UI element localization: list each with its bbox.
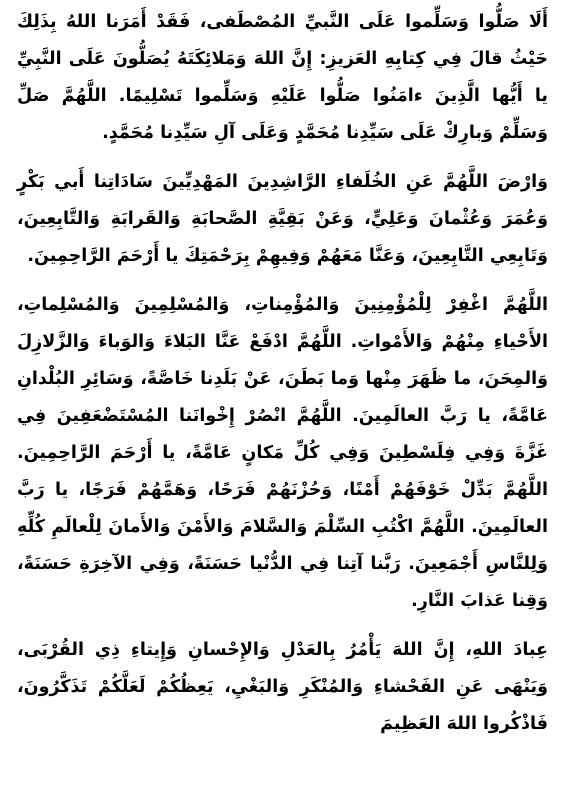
paragraph-salawat: أَلَا صَلُّوا وَسَلِّموا عَلَى النَّبيِّ المُصْطَفى، فَقَدْ أَمَرَنا اللهُ بِذَلِكَ حَيْثُ قالَ فِي كِتابِهِ العَزيزِ: إِنَّ اللهَ وَمَلائِكَتَهُ يُصَلُّونَ عَلَى النَّبِيِّ يا أَيُّها الَّذِينَ ءامَنُوا صَلُّوا عَلَيْهِ وَسَلِّموا تَسْلِيمًا. اللَّهُمَّ صَلِّ وَسَلِّمْ وَبارِكْ عَلَى سَيِّدِنا مُحَمَّدٍ وَعَلَى آلِ سَيِّدِنا مُحَمَّدٍ. — [17, 12, 548, 143]
paragraph-supplication: اللَّهُمَّ اغْفِرْ لِلْمُؤْمِنِينَ وَالمُؤْمِناتِ، وَالمُسْلِمِينَ وَالمُسْلِماتِ، الأَحْياءِ مِنْهُمْ وَالأَمْواتِ. اللَّهُمَّ ادْفَعْ عَنَّا البَلاءَ وَالوَباءَ وَالزَّلازِلَ وَالمِحَنَ، ما ظَهَرَ مِنْها وَما بَطَنَ، عَنْ بَلَدِنا خَاصَّةً، وَسَائِرِ البُلْدانِ عَامَّةً، يا رَبَّ العالَمِينَ. اللَّهُمَّ انْصُرْ إِخْوانَنا المُسْتَضْعَفِينَ فِي غَزَّةَ وَفِي فِلَسْطِينَ وَفِي كُلِّ مَكانٍ عَامَّةً، يا أَرْحَمَ الرَّاحِمِينَ. اللَّهُمَّ بَدِّلْ خَوْفَهُمْ أَمْنًا، وَحُزْنَهُمْ فَرَحًا، وَهَمَّهُمْ فَرَجًا، يا رَبَّ العالَمِينَ. اللَّهُمَّ اكْتُبِ السِّلْمَ وَالسَّلامَ وَالأَمْنَ وَالأَمانَ لِلْعالَمِ كُلِّهِ وَلِلنَّاسِ أَجْمَعِينَ. رَبَّنا آتِنا فِي الدُّنْيا حَسَنَةً، وَفِي الآخِرَةِ حَسَنَةً، وَقِنا عَذابَ النَّارِ. — [17, 295, 548, 611]
paragraph-caliphs: وَارْضَ اللَّهُمَّ عَنِ الخُلَفاءِ الرَّاشِدِينَ المَهْدِيِّينَ سَادَاتِنا أَبي بَكْرٍ وَعُمَرَ وَعُثْمانَ وَعَلِيٍّ، وَعَنْ بَقِيَّةِ الصَّحابَةِ وَالقَرابَةِ وَالتَّابِعِينَ، وَتَابِعِي التَّابِعِينَ، وَعَنَّا مَعَهُمْ وَفِيهِمْ بِرَحْمَتِكَ يا أَرْحَمَ الرَّاحِمِينَ. — [17, 172, 548, 266]
paragraph-closing: عِبادَ اللهِ، إِنَّ اللهَ يَأْمُرُ بِالعَدْلِ وَالإِحْسانِ وَإِيتاءِ ذِي القُرْبَى، وَيَنْهَى عَنِ الفَحْشاءِ وَالمُنْكَرِ وَالبَغْيِ، يَعِظُكُمْ لَعَلَّكُمْ تَذَكَّرُونَ، فَاذْكُروا اللهَ العَظِيمَ — [17, 640, 548, 734]
